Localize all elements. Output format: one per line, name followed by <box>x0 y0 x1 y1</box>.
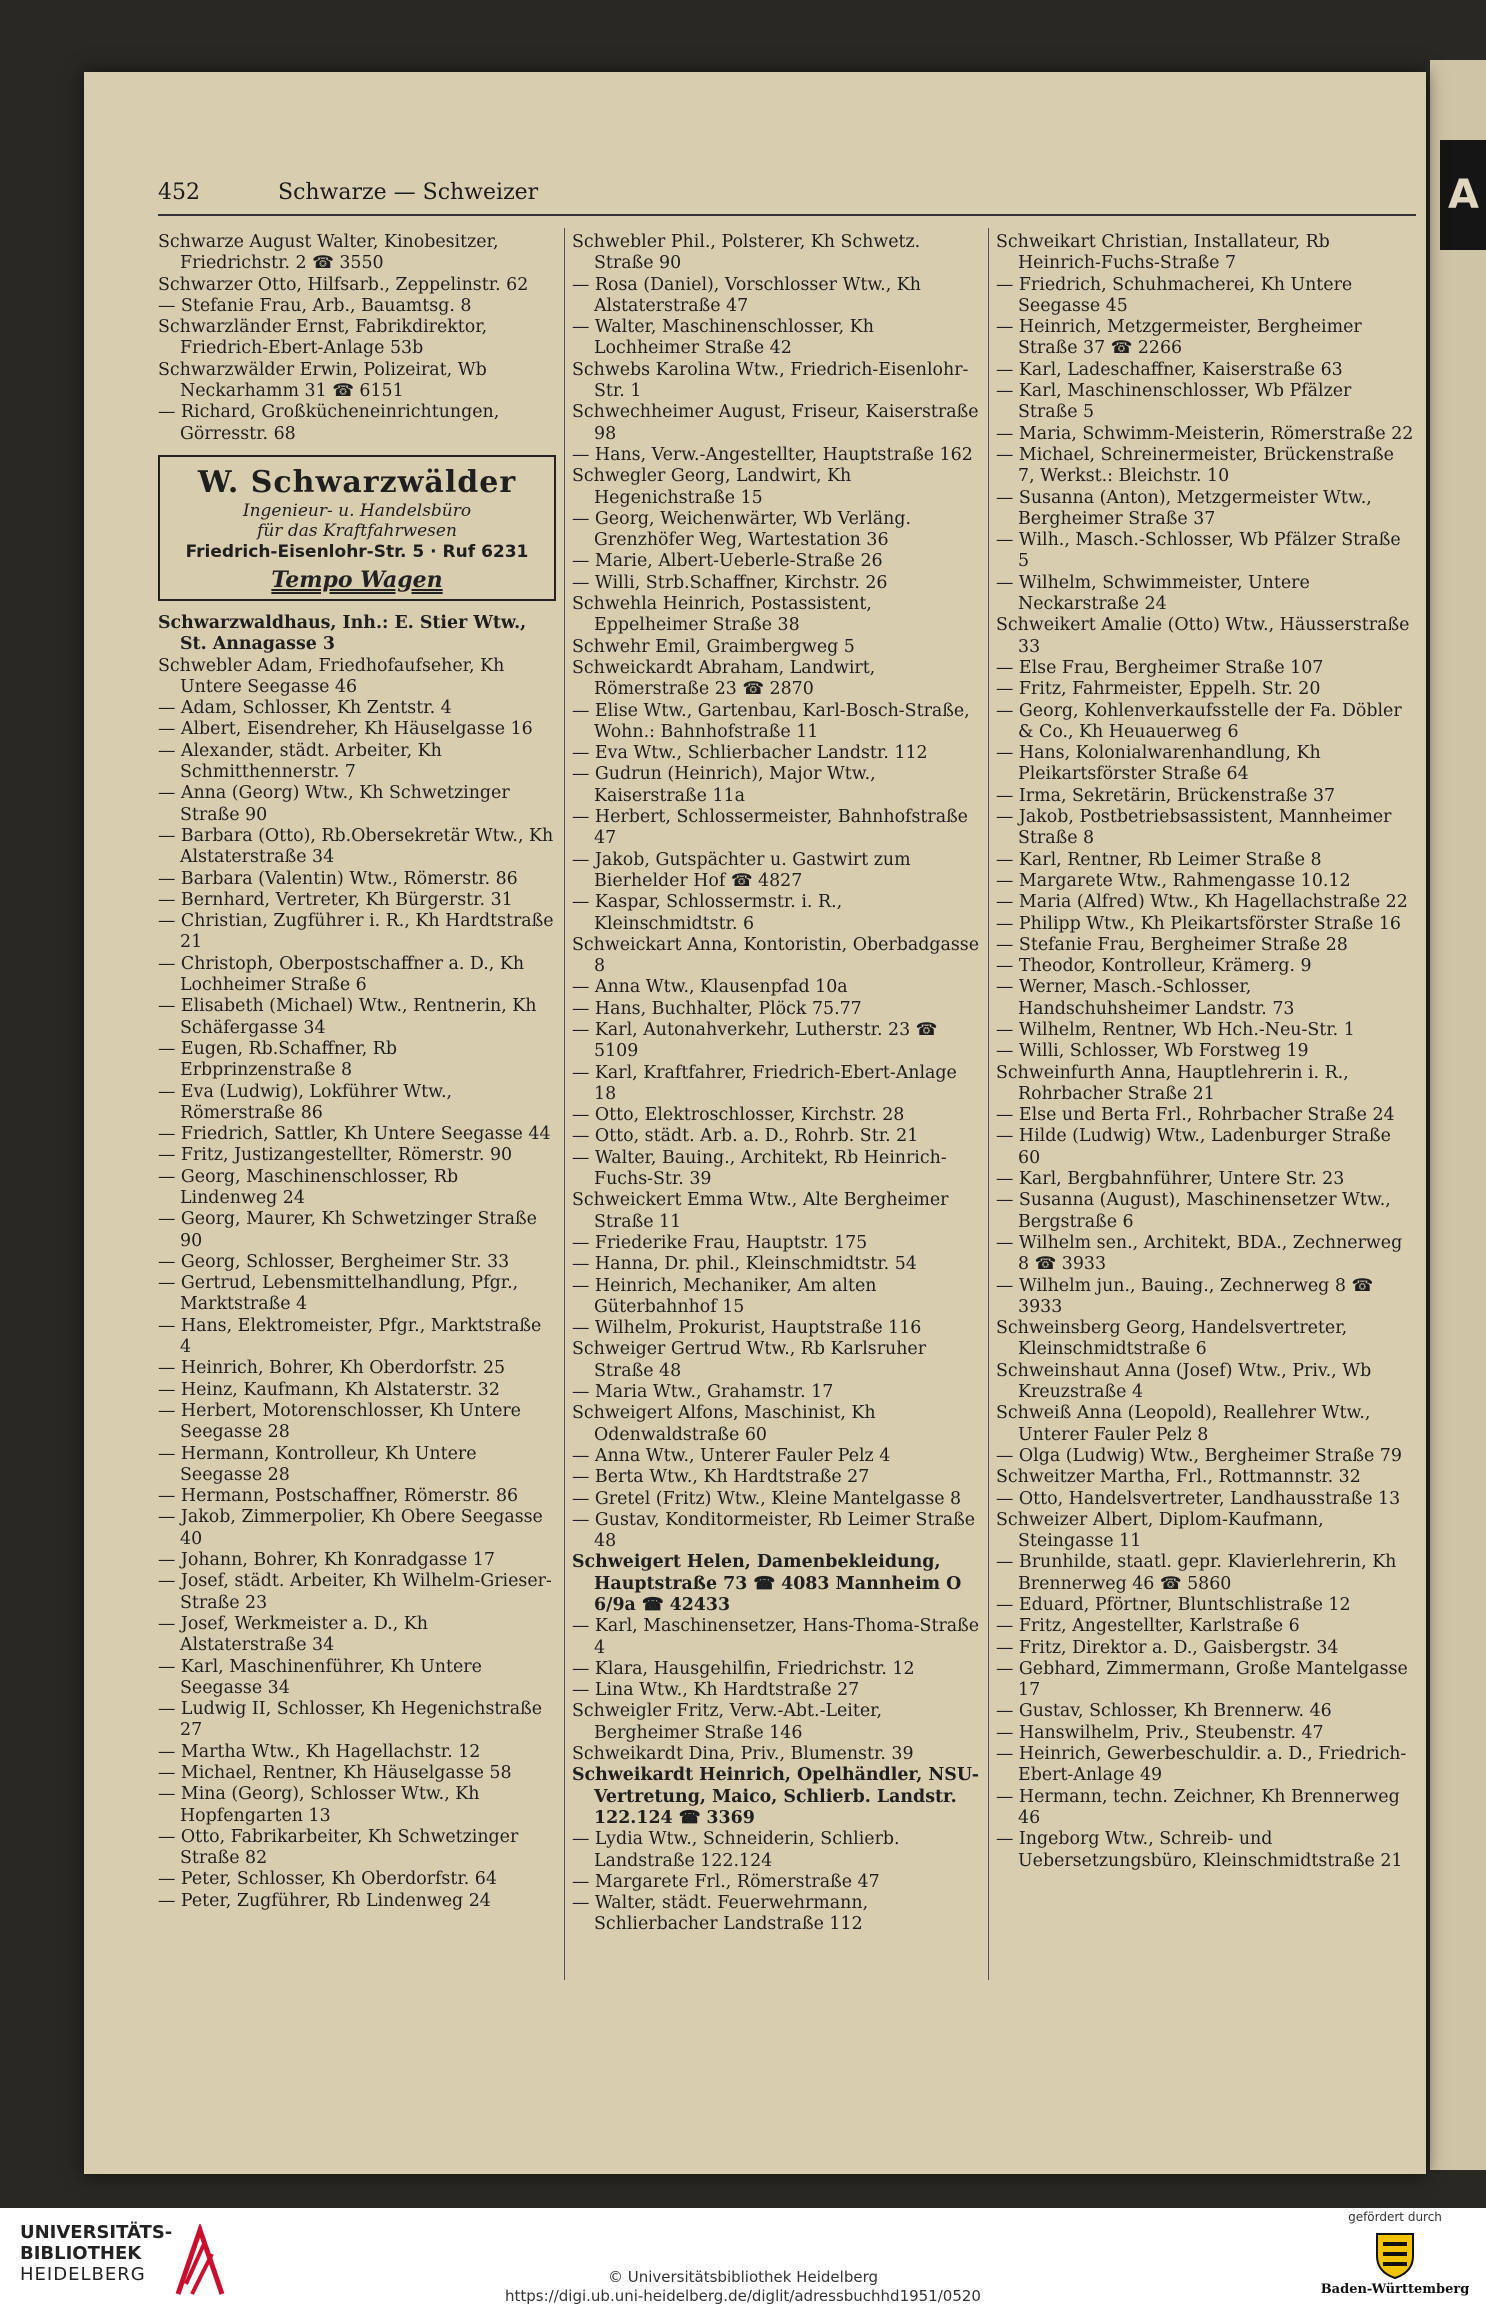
column-3 <box>996 232 1416 1872</box>
directory-entry: — Hans, Elektromeister, Pfgr., Marktstraße 4 <box>158 1315 542 1358</box>
directory-entry: — Philipp Wtw., Kh Pleikartsförster Straße 16 <box>996 913 1401 934</box>
directory-entry: — Alexander, städt. Arbeiter, Kh Schmitthennerstr. 7 <box>158 740 442 783</box>
entry-list <box>158 232 556 445</box>
directory-entry: Schwebs Karolina Wtw., Friedrich-Eisenlohr-Str. 1 <box>572 359 969 402</box>
directory-entry: — Else Frau, Bergheimer Straße 107 <box>996 657 1324 678</box>
directory-entry: — Walter, Maschinenschlosser, Kh Lochheimer Straße 42 <box>572 317 874 359</box>
directory-entry: — Hermann, techn. Zeichner, Kh Brennerweg 46 <box>996 1786 1400 1828</box>
directory-entry: — Otto, Elektroschlosser, Kirchstr. 28 <box>572 1105 905 1126</box>
directory-entry: — Hanna, Dr. phil., Kleinschmidtstr. 54 <box>572 1254 917 1275</box>
directory-entry: — Richard, Großkücheneinrichtungen, Görresstr. 68 <box>158 402 500 444</box>
directory-entry: — Jakob, Gutspächter u. Gastwirt zum Bierhelder Hof ☎ 4827 <box>572 849 911 891</box>
directory-entry: Schweitzer Martha, Frl., Rottmannstr. 32 <box>996 1467 1361 1488</box>
directory-entry: — Karl, Bergbahnführer, Untere Str. 23 <box>996 1169 1345 1190</box>
source-url-link[interactable]: https://digi.ub.uni-heidelberg.de/diglit/adressbuchhd1951/0520 <box>505 2287 981 2305</box>
directory-entry: — Josef, städt. Arbeiter, Kh Wilhelm-Grieser-Straße 23 <box>158 1571 552 1613</box>
directory-entry: Schweickardt Abraham, Landwirt, Römerstraße 23 ☎ 2870 <box>572 657 876 700</box>
directory-entry: — Friederike Frau, Hauptstr. 175 <box>572 1232 868 1253</box>
directory-entry: — Elise Wtw., Gartenbau, Karl-Bosch-Straße, Wohn.: Bahnhofstraße 11 <box>572 700 970 742</box>
directory-entry: — Kaspar, Schlossermstr. i. R., Kleinschmidtstr. 6 <box>572 892 843 934</box>
directory-entry: — Christian, Zugführer i. R., Kh Hardtstraße 21 <box>158 911 554 953</box>
directory-entry: — Herbert, Motorenschlosser, Kh Untere Seegasse 28 <box>158 1400 521 1443</box>
directory-entry: — Karl, Kraftfahrer, Friedrich-Ebert-Anlage 18 <box>572 1062 957 1104</box>
directory-entry: — Ludwig II, Schlosser, Kh Hegenichstraße 27 <box>158 1699 542 1741</box>
directory-entry: — Stefanie Frau, Bergheimer Straße 28 <box>996 934 1348 955</box>
directory-entry: Schwarzwaldhaus, Inh.: E. Stier Wtw., St. Annagasse 3 <box>158 612 527 655</box>
directory-entry: — Wilh., Masch.-Schlosser, Wb Pfälzer Straße 5 <box>996 530 1401 572</box>
directory-entry: — Berta Wtw., Kh Hardtstraße 27 <box>572 1467 870 1488</box>
directory-entry: — Josef, Werkmeister a. D., Kh Alstaterstraße 34 <box>158 1613 428 1656</box>
directory-entry: — Georg, Schlosser, Bergheimer Str. 33 <box>158 1251 510 1272</box>
directory-entry: Schweickert Emma Wtw., Alte Bergheimer Straße 11 <box>572 1190 949 1232</box>
directory-entry: — Johann, Bohrer, Kh Konradgasse 17 <box>158 1550 495 1571</box>
ad-firm-name: W. Schwarzwälder <box>197 464 517 500</box>
page-title: Schwarze — Schweizer <box>278 180 539 205</box>
directory-entry: — Anna Wtw., Klausenpfad 10a <box>572 977 848 998</box>
directory-entry: — Margarete Frl., Römerstraße 47 <box>572 1871 880 1892</box>
next-page-edge <box>1430 60 1486 2170</box>
sponsor-name: Baden-Württemberg <box>1320 2282 1470 2297</box>
directory-entry: Schwehla Heinrich, Postassistent, Eppelheimer Straße 38 <box>572 594 872 636</box>
directory-entry: Schwarzländer Ernst, Fabrikdirektor, Friedrich-Ebert-Anlage 53b <box>158 317 488 359</box>
directory-entry: Schweikart Christian, Installateur, Rb Heinrich-Fuchs-Straße 7 <box>996 232 1330 274</box>
directory-entry: — Maria Wtw., Grahamstr. 17 <box>572 1382 834 1403</box>
directory-entry: — Barbara (Valentin) Wtw., Römerstr. 86 <box>158 868 518 889</box>
column-1 <box>158 232 556 1912</box>
directory-entry: — Friedrich, Sattler, Kh Untere Seegasse 44 <box>158 1124 551 1145</box>
directory-entry: — Rosa (Daniel), Vorschlosser Wtw., Kh Alstaterstraße 47 <box>572 274 921 316</box>
directory-entry: — Wilhelm, Schwimmeister, Untere Neckarstraße 24 <box>996 572 1310 615</box>
directory-entry: — Gebhard, Zimmermann, Große Mantelgasse 17 <box>996 1658 1408 1701</box>
directory-entry: Schwarze August Walter, Kinobesitzer, Friedrichstr. 2 ☎ 3550 <box>158 232 499 274</box>
copyright-text: © Universitätsbibliothek Heidelberg <box>607 2268 878 2286</box>
directory-entry: — Maria, Schwimm-Meisterin, Römerstraße 22 <box>996 423 1414 444</box>
directory-entry: — Adam, Schlosser, Kh Zentstr. 4 <box>158 698 452 719</box>
ad-line: Ingenieur- u. Handelsbüro <box>242 500 472 521</box>
directory-entry: — Gretel (Fritz) Wtw., Kleine Mantelgasse 8 <box>572 1488 962 1509</box>
directory-entry: Schwegler Georg, Landwirt, Kh Hegenichstraße 15 <box>572 466 852 508</box>
directory-entry: — Margarete Wtw., Rahmengasse 10.12 <box>996 870 1351 891</box>
directory-entry: — Heinrich, Bohrer, Kh Oberdorfstr. 25 <box>158 1358 506 1379</box>
entry-list <box>158 613 556 1912</box>
directory-entry: — Albert, Eisendreher, Kh Häuselgasse 16 <box>158 719 533 740</box>
library-name: HEIDELBERG <box>20 2264 146 2285</box>
directory-entry: — Fritz, Direktor a. D., Gaisbergstr. 34 <box>996 1637 1339 1658</box>
directory-entry: — Michael, Schreinermeister, Brückenstraße 7, Werkst.: Bleichstr. 10 <box>996 444 1394 487</box>
directory-entry: — Georg, Kohlenverkaufsstelle der Fa. Döbler & Co., Kh Heuauerweg 6 <box>996 700 1402 742</box>
directory-entry: Schweiß Anna (Leopold), Reallehrer Wtw., Unterer Fauler Pelz 8 <box>996 1403 1371 1445</box>
directory-entry: — Georg, Maschinenschlosser, Rb Lindenweg 24 <box>158 1166 459 1208</box>
directory-entry: Schwebler Phil., Polsterer, Kh Schwetz. Straße 90 <box>572 232 921 274</box>
viewer-footer <box>0 2208 1486 2310</box>
directory-entry: — Theodor, Kontrolleur, Krämerg. 9 <box>996 956 1312 977</box>
ad-address: Friedrich-Eisenlohr-Str. 5 · Ruf 6231 <box>185 541 529 562</box>
directory-entry: Schweigert Helen, Damenbekleidung, Hauptstraße 73 ☎ 4083 Mannheim O 6/9a ☎ 42433 <box>572 1552 962 1615</box>
directory-entry: — Willi, Strb.Schaffner, Kirchstr. 26 <box>572 572 888 593</box>
directory-entry: — Klara, Hausgehilfin, Friedrichstr. 12 <box>572 1658 915 1679</box>
column-rule <box>988 228 989 1980</box>
directory-entry: — Heinrich, Mechaniker, Am alten Güterbahnhof 15 <box>572 1275 877 1317</box>
directory-entry: Schwebler Adam, Friedhofaufseher, Kh Untere Seegasse 46 <box>158 655 505 697</box>
sponsor-label: gefördert durch <box>1348 2210 1442 2224</box>
directory-entry: — Gudrun (Heinrich), Major Wtw., Kaiserstraße 11a <box>572 764 876 806</box>
directory-entry: — Eva (Ludwig), Lokführer Wtw., Römerstraße 86 <box>158 1081 453 1123</box>
directory-entry: — Werner, Masch.-Schlosser, Handschuhsheimer Landstr. 73 <box>996 977 1295 1019</box>
directory-entry: — Susanna (August), Maschinensetzer Wtw., Bergstraße 6 <box>996 1190 1391 1232</box>
directory-entry: — Hans, Verw.-Angestellter, Hauptstraße 162 <box>572 444 973 465</box>
directory-entry: — Michael, Rentner, Kh Häuselgasse 58 <box>158 1763 512 1783</box>
directory-entry: — Stefanie Frau, Arb., Bauamtsg. 8 <box>158 295 472 316</box>
directory-entry: Schweickart Anna, Kontoristin, Oberbadgasse 8 <box>572 934 979 977</box>
directory-entry: — Maria (Alfred) Wtw., Kh Hagellachstraße 22 <box>996 892 1408 913</box>
directory-entry: — Brunhilde, staatl. gepr. Klavierlehrerin, Kh Brennerweg 46 ☎ 5860 <box>996 1552 1397 1594</box>
directory-entry: — Karl, Maschinenschlosser, Wb Pfälzer Straße 5 <box>996 381 1352 423</box>
directory-entry: Schweikert Amalie (Otto) Wtw., Häusserstraße 33 <box>996 615 1410 657</box>
directory-entry: — Marie, Albert-Ueberle-Straße 26 <box>572 551 883 572</box>
directory-entry: — Eugen, Rb.Schaffner, Rb Erbprinzenstraße 8 <box>158 1038 398 1081</box>
directory-entry: — Anna Wtw., Unterer Fauler Pelz 4 <box>572 1445 891 1466</box>
directory-entry: — Karl, Ladeschaffner, Kaiserstraße 63 <box>996 359 1343 380</box>
directory-entry: — Irma, Sekretärin, Brückenstraße 37 <box>996 785 1336 806</box>
directory-entry: — Walter, städt. Feuerwehrmann, Schlierbacher Landstraße 112 <box>572 1893 869 1935</box>
directory-entry: — Wilhelm, Rentner, Wb Hch.-Neu-Str. 1 <box>996 1019 1355 1040</box>
directory-entry: — Lina Wtw., Kh Hardtstraße 27 <box>572 1680 860 1701</box>
directory-entry: — Heinz, Kaufmann, Kh Alstaterstr. 32 <box>158 1379 500 1400</box>
directory-entry: — Hermann, Postschaffner, Römerstr. 86 <box>158 1486 519 1507</box>
directory-entry: — Ingeborg Wtw., Schreib- und Uebersetzungsbüro, Kleinschmidtstraße 21 <box>996 1829 1403 1871</box>
coat-of-arms-icon <box>1365 2228 1425 2280</box>
copyright <box>0 2268 1486 2306</box>
directory-entry: — Hanswilhelm, Priv., Steubenstr. 47 <box>996 1722 1324 1743</box>
directory-entry: — Hermann, Kontrolleur, Kh Untere Seegasse 28 <box>158 1443 477 1485</box>
directory-entry: — Christoph, Oberpostschaffner a. D., Kh Lochheimer Straße 6 <box>158 953 525 996</box>
directory-entry: — Peter, Schlosser, Kh Oberdorfstr. 64 <box>158 1869 497 1890</box>
directory-entry: — Barbara (Otto), Rb.Obersekretär Wtw., Kh Alstaterstraße 34 <box>158 825 554 868</box>
page-number: 452 <box>158 180 200 205</box>
directory-entry: — Wilhelm jun., Bauing., Zechnerweg 8 ☎ 3933 <box>996 1275 1374 1317</box>
directory-entry: — Heinrich, Metzgermeister, Bergheimer Straße 37 ☎ 2266 <box>996 317 1362 359</box>
directory-entry: — Walter, Bauing., Architekt, Rb Heinrich-Fuchs-Str. 39 <box>572 1147 947 1190</box>
directory-entry: Schwarzwälder Erwin, Polizeirat, Wb Neckarhamm 31 ☎ 6151 <box>158 359 487 402</box>
directory-entry: — Otto, Fabrikarbeiter, Kh Schwetzinger Straße 82 <box>158 1826 519 1869</box>
directory-entry: — Wilhelm sen., Architekt, BDA., Zechnerweg 8 ☎ 3933 <box>996 1232 1403 1275</box>
directory-entry: — Karl, Maschinensetzer, Hans-Thoma-Straße 4 <box>572 1616 980 1658</box>
directory-entry: — Fritz, Angestellter, Karlstraße 6 <box>996 1616 1300 1637</box>
directory-entry: — Olga (Ludwig) Wtw., Bergheimer Straße 79 <box>996 1445 1402 1466</box>
sponsor <box>1310 2210 1480 2297</box>
directory-entry: — Georg, Weichenwärter, Wb Verläng. Grenzhöfer Weg, Wartestation 36 <box>572 508 912 551</box>
directory-entry: — Hans, Kolonialwarenhandlung, Kh Pleikartsförster Straße 64 <box>996 743 1321 785</box>
directory-entry: — Elisabeth (Michael) Wtw., Rentnerin, Kh Schäfergasse 34 <box>158 996 537 1038</box>
directory-entry: — Fritz, Justizangestellter, Römerstr. 90 <box>158 1145 513 1166</box>
alphabet-tab: A <box>1440 140 1486 250</box>
directory-entry: Schweikardt Dina, Priv., Blumenstr. 39 <box>572 1744 914 1765</box>
directory-entry: — Hans, Buchhalter, Plöck 75.77 <box>572 998 862 1019</box>
directory-entry: — Mina (Georg), Schlosser Wtw., Kh Hopfengarten 13 <box>158 1784 480 1826</box>
directory-entry: — Heinrich, Gewerbeschuldir. a. D., Friedrich-Ebert-Anlage 49 <box>996 1744 1407 1786</box>
directory-entry: — Bernhard, Vertreter, Kh Bürgerstr. 31 <box>158 889 513 910</box>
directory-entry: — Fritz, Fahrmeister, Eppelh. Str. 20 <box>996 679 1321 700</box>
library-name: BIBLIOTHEK <box>20 2243 142 2264</box>
directory-entry: — Herbert, Schlossermeister, Bahnhofstraße 47 <box>572 807 968 849</box>
directory-entry: — Wilhelm, Prokurist, Hauptstraße 116 <box>572 1318 922 1339</box>
directory-entry: — Martha Wtw., Kh Hagellachstr. 12 <box>158 1741 481 1762</box>
directory-entry: — Susanna (Anton), Metzgermeister Wtw., Bergheimer Straße 37 <box>996 487 1372 529</box>
directory-entry: — Jakob, Zimmerpolier, Kh Obere Seegasse 40 <box>158 1507 543 1549</box>
directory-entry: — Karl, Rentner, Rb Leimer Straße 8 <box>996 849 1322 870</box>
directory-entry: — Otto, Handelsvertreter, Landhausstraße 13 <box>996 1488 1401 1509</box>
directory-entry: — Karl, Autonahverkehr, Lutherstr. 23 ☎ 5109 <box>572 1019 938 1062</box>
directory-entry: — Else und Berta Frl., Rohrbacher Straße 24 <box>996 1105 1395 1126</box>
ad-line: für das Kraftfahrwesen <box>257 520 457 541</box>
directory-entry: — Gustav, Konditormeister, Rb Leimer Straße 48 <box>572 1509 976 1552</box>
advertisement <box>158 455 556 601</box>
directory-entry: Schweigler Fritz, Verw.-Abt.-Leiter, Bergheimer Straße 146 <box>572 1701 883 1743</box>
directory-entry: Schweigert Alfons, Maschinist, Kh Odenwaldstraße 60 <box>572 1403 876 1445</box>
directory-entry: Schwarzer Otto, Hilfsarb., Zeppelinstr. 62 <box>158 274 529 295</box>
directory-entry: — Eva Wtw., Schlierbacher Landstr. 112 <box>572 743 928 764</box>
page-header <box>158 180 1416 216</box>
directory-entry: Schwechheimer August, Friseur, Kaiserstraße 98 <box>572 402 979 444</box>
directory-entry: Schwehr Emil, Graimbergweg 5 <box>572 636 855 657</box>
directory-entry: — Hilde (Ludwig) Wtw., Ladenburger Straße 60 <box>996 1126 1391 1168</box>
directory-entry: Schweinfurth Anna, Hauptlehrerin i. R., Rohrbacher Straße 21 <box>996 1062 1349 1104</box>
directory-entry: — Friedrich, Schuhmacherei, Kh Untere Seegasse 45 <box>996 274 1353 316</box>
directory-entry: — Eduard, Pförtner, Bluntschlistraße 12 <box>996 1595 1351 1615</box>
library-name: UNIVERSITÄTS- <box>20 2222 173 2243</box>
directory-entry: — Gertrud, Lebensmittelhandlung, Pfgr., Marktstraße 4 <box>158 1273 519 1315</box>
directory-entry: — Peter, Zugführer, Rb Lindenweg 24 <box>158 1890 491 1911</box>
directory-entry: — Jakob, Postbetriebsassistent, Mannheimer Straße 8 <box>996 807 1392 849</box>
ad-brand-logo: Tempo Wagen <box>271 566 443 593</box>
directory-entry: — Gustav, Schlosser, Kh Brennerw. 46 <box>996 1701 1332 1722</box>
directory-entry: — Georg, Maurer, Kh Schwetzinger Straße 90 <box>158 1209 537 1251</box>
directory-entry: Schweikardt Heinrich, Opelhändler, NSU-Vertretung, Maico, Schlierb. Landstr. 122.124 ☎ 3369 <box>572 1765 979 1828</box>
directory-entry: — Willi, Schlosser, Wb Forstweg 19 <box>996 1041 1309 1062</box>
directory-entry: Schweiger Gertrud Wtw., Rb Karlsruher Straße 48 <box>572 1339 927 1381</box>
directory-entry: Schweinsberg Georg, Handelsvertreter, Kleinschmidtstraße 6 <box>996 1318 1348 1360</box>
column-2 <box>572 232 984 1936</box>
column-rule <box>564 228 565 1980</box>
directory-entry: Schweinshaut Anna (Josef) Wtw., Priv., Wb Kreuzstraße 4 <box>996 1360 1372 1403</box>
directory-entry: — Karl, Maschinenführer, Kh Untere Seegasse 34 <box>158 1656 482 1698</box>
directory-entry: Schweizer Albert, Diplom-Kaufmann, Steingasse 11 <box>996 1509 1324 1552</box>
directory-entry: — Anna (Georg) Wtw., Kh Schwetzinger Straße 90 <box>158 783 510 825</box>
directory-entry: — Lydia Wtw., Schneiderin, Schlierb. Landstraße 122.124 <box>572 1829 900 1871</box>
directory-entry: — Otto, städt. Arb. a. D., Rohrb. Str. 21 <box>572 1126 919 1147</box>
